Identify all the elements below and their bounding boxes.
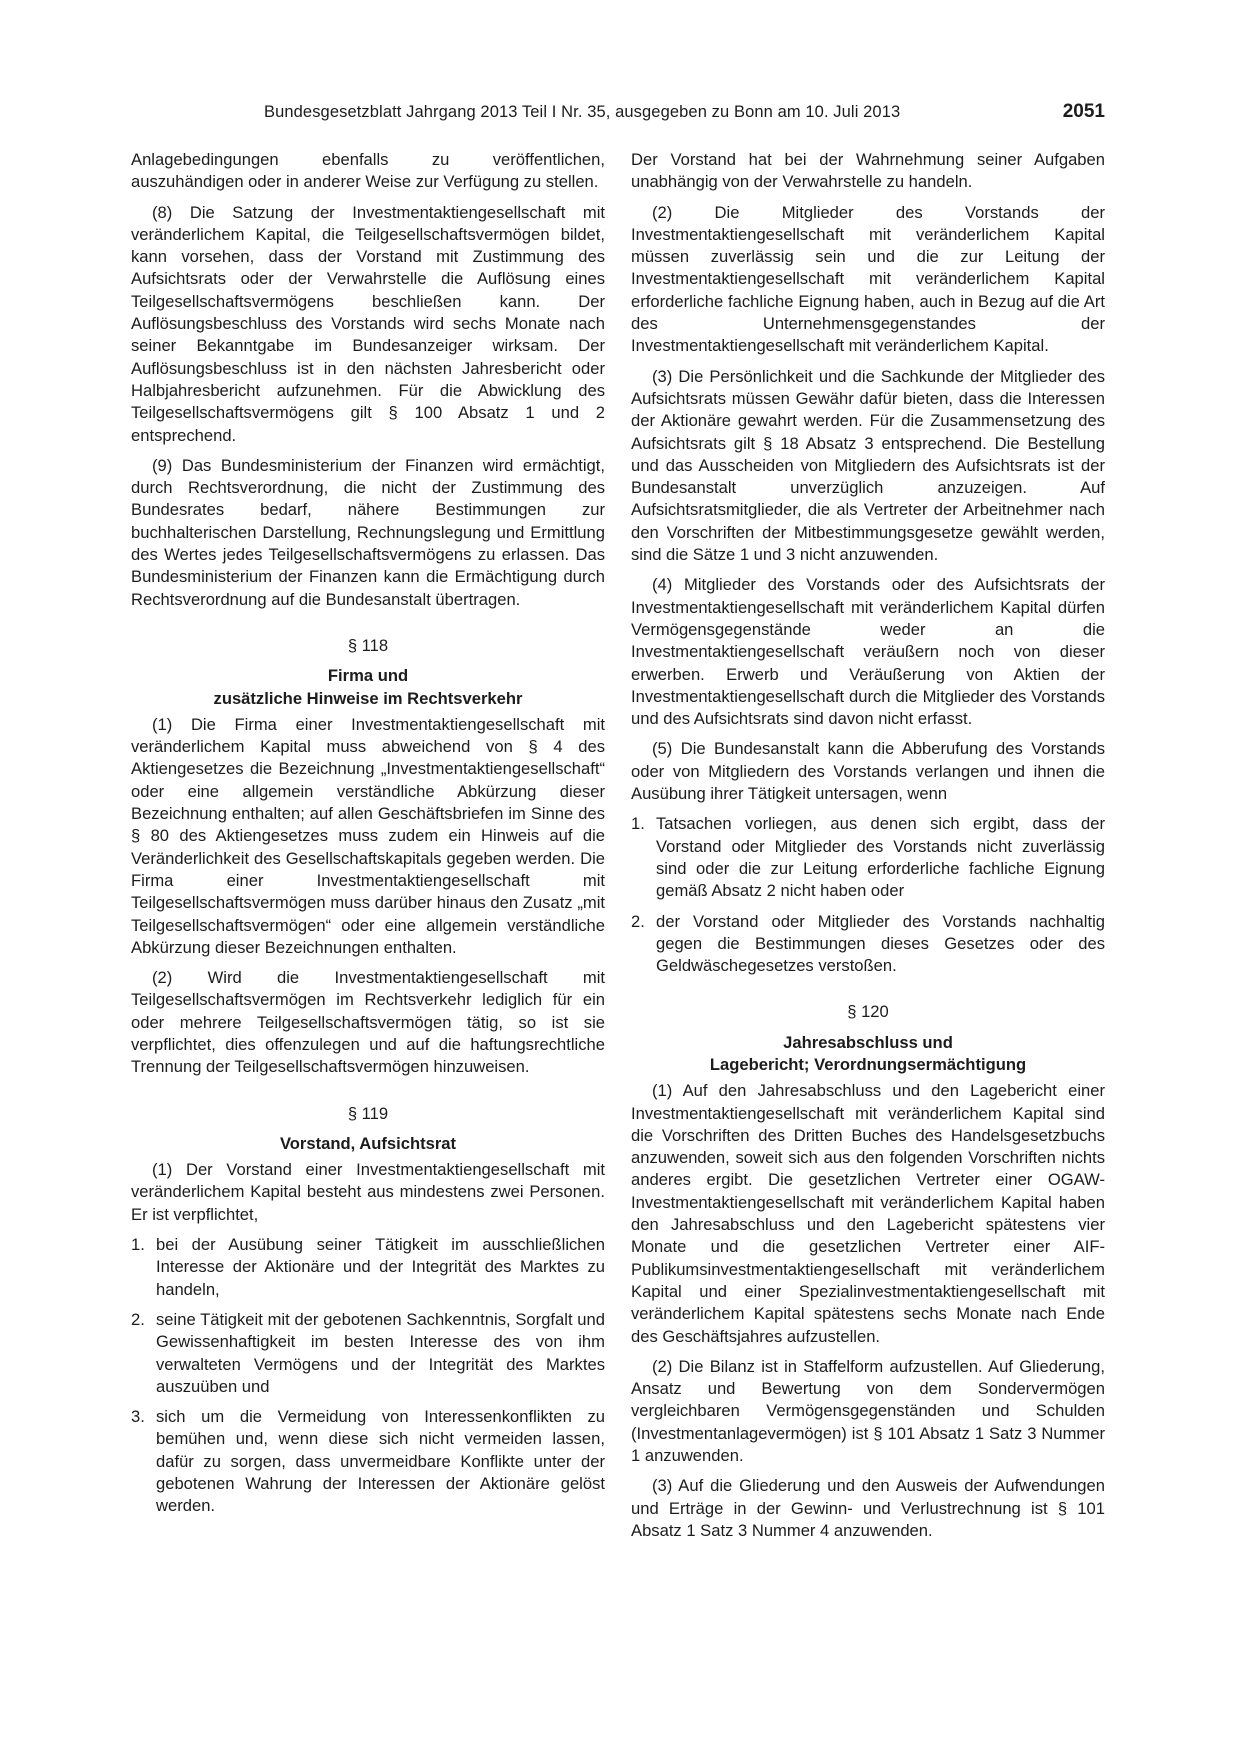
list-item-text: sich um die Vermeidung von Interessenkonflikten zu bemühen und, wenn diese sich nicht vermeiden lassen, dafür zu sorgen, dass unvermeidbare Konflikte unter der gebotenen Wahrung der Interessen der Aktionäre gelöst werden. [156, 1407, 605, 1516]
list-item-number: 1. [631, 814, 645, 834]
list-item [631, 813, 1105, 902]
list-item-text: bei der Ausübung seiner Tätigkeit im ausschließlichen Interesse der Aktionäre und der Integrität des Marktes zu handeln, [156, 1235, 605, 1299]
paragraph-continuation: Der Vorstand hat bei der Wahrnehmung seiner Aufgaben unabhängig von der Verwahrstelle zu handeln. [631, 150, 1105, 192]
list-item [131, 1234, 605, 1301]
paragraph-4: (4) Mitglieder des Vorstands oder des Aufsichtsrats der Investmentaktiengesellschaft mit veränderlichem Kapital dürfen Vermögensgegenstände weder an die Investmentaktiengesellschaft veräußern noch von dieser erwerben. Erwerb und Veräußerung von Aktien der Investmentaktiengesellschaft durch die Mitglieder des Vorstands und des Aufsichtsrats sind davon nicht erfasst. [631, 575, 1105, 729]
paragraph-2: (2) Die Mitglieder des Vorstands der Investmentaktiengesellschaft mit veränderlichem Kapital müssen zuverlässig sein und die zur Leitung der Investmentaktiengesellschaft mit veränderlichem Kapital erforderliche fachliche Eignung haben, auch in Bezug auf die Art des Unternehmensgegenstandes der Investmentaktiengesellschaft mit veränderlichem Kapital. [631, 202, 1105, 356]
section-title-line: Jahresabschluss und [783, 1032, 953, 1052]
list-item [631, 911, 1105, 978]
paragraph-5: (5) Die Bundesanstalt kann die Abberufung des Vorstands oder von Mitgliedern des Vorstands verlangen und ihnen die Ausübung ihrer Tätigkeit untersagen, wenn [631, 739, 1105, 804]
list-item-number: 1. [131, 1235, 145, 1255]
section-120 [631, 1001, 1105, 1542]
paragraph-8: (8) Die Satzung der Investmentaktiengesellschaft mit veränderlichem Kapital, die Teilgesellschaftsvermögen bildet, kann vorsehen, dass der Vorstand mit Zustimmung des Aufsichtsrats oder der Verwahrstelle die Auflösung eines Teilgesellschaftsvermögens beschließen kann. Der Auflösungsbeschluss des Vorstands wird sechs Monate nach seiner Bekanntgabe im Bundesanzeiger wirksam. Der Auflösungsbeschluss ist in den nächsten Jahresbericht oder Halbjahresbericht aufzunehmen. Für die Abwicklung des Teilgesellschaftsvermögens gilt § 100 Absatz 1 und 2 entsprechend. [131, 202, 605, 445]
left-column [131, 149, 605, 1526]
right-column [631, 149, 1105, 1550]
section-number: § 120 [847, 1002, 889, 1022]
paragraph-1: (1) Die Firma einer Investmentaktiengesellschaft mit veränderlichem Kapital muss abweichend von § 4 des Aktiengesetzes die Bezeichnung „Investmentaktiengesellschaft“ oder eine allgemein verständliche Abkürzung dieser Bezeichnung enthalten; auf allen Geschäftsbriefen im Sinne des § 80 des Aktiengesetzes muss zudem ein Hinweis auf die Veränderlichkeit des Gesellschaftskapitals gegeben werden. Die Firma einer Investmentaktiengesellschaft mit Teilgesellschaftsvermögen muss darüber hinaus den Zusatz „mit Teilgesellschaftsvermögen“ oder eine allgemein verständliche Abkürzung dieser Bezeichnungen enthalten. [131, 714, 605, 957]
paragraph-2: (2) Wird die Investmentaktiengesellschaft mit Teilgesellschaftsvermögen im Rechtsverkehr lediglich für ein oder mehrere Teilgesellschaftsvermögen tätig, so ist sie verpflichtet, dies offenzulegen und auf die haftungsrechtliche Trennung der Teilgesellschaftsvermögen hinzuweisen. [131, 968, 605, 1077]
paragraph-3: (3) Auf die Gliederung und den Ausweis der Aufwendungen und Erträge in der Gewinn- und Verlustrechnung ist § 101 Absatz 1 Satz 3 Nummer 4 anzuwenden. [631, 1476, 1105, 1540]
gazette-title: Bundesgesetzblatt Jahrgang 2013 Teil I Nr. 35, ausgegeben zu Bonn am 10. Juli 2013 [264, 103, 901, 121]
paragraph-1: (1) Auf den Jahresabschluss und den Lagebericht einer Investmentaktiengesellschaft mit veränderlichem Kapital sind die Vorschriften des Dritten Buches des Handelsgesetzbuchs anzuwenden, soweit sich aus den folgenden Vorschriften nichts anderes ergibt. Die gesetzlichen Vertreter einer OGAW-Investmentaktiengesellschaft mit veränderlichem Kapital haben den Jahresabschluss und den Lagebericht spätestens vier Monate und die gesetzlichen Vertreter einer AIF-Publikumsinvestmentaktiengesellschaft mit veränderlichem Kapital und einer Spezialinvestmentaktiengesellschaft mit veränderlichem Kapital spätestens sechs Monate nach Ende des Geschäftsjahres aufzustellen. [631, 1081, 1105, 1346]
section-title-line: Lagebericht; Verordnungsermächtigung [709, 1054, 1027, 1074]
section-title-line: zusätzliche Hinweise im Rechtsverkehr [213, 688, 523, 708]
paragraph-continuation: Anlagebedingungen ebenfalls zu veröffentlichen, auszuhändigen oder in anderer Weise zur Verfügung zu stellen. [131, 150, 605, 192]
paragraph-3: (3) Die Persönlichkeit und die Sachkunde der Mitglieder des Aufsichtsrats müssen Gewähr dafür bieten, dass die Interessen der Aktionäre gewahrt werden. Für die Zusammensetzung des Aufsichtsrats gilt § 18 Absatz 3 entsprechend. Die Bestellung und das Ausscheiden von Mitgliedern des Aufsichtsrats ist der Bundesanstalt unverzüglich anzuzeigen. Auf Aufsichtsratsmitglieder, die als Vertreter der Arbeitnehmer nach den Vorschriften der Mitbestimmungsgesetze gewählt werden, sind die Sätze 1 und 3 nicht anzuwenden. [631, 366, 1105, 565]
list-item-text: Tatsachen vorliegen, aus denen sich ergibt, dass der Vorstand oder Mitglieder des Vorstands nicht zuverlässig sind oder die zur Leitung erforderliche fachliche Eignung gemäß Absatz 2 nicht haben oder [656, 814, 1105, 901]
list-item-number: 2. [131, 1309, 145, 1329]
list-item-number: 2. [631, 911, 645, 931]
section-119 [131, 1103, 605, 1518]
list-item-text: der Vorstand oder Mitglieder des Vorstands nachhaltig gegen die Bestimmungen dieses Gesetzes oder des Geldwäschegesetzes verstoßen. [656, 911, 1105, 976]
list-item [131, 1309, 605, 1398]
section-title [631, 1032, 1105, 1077]
section-title: Vorstand, Aufsichtsrat [279, 1133, 457, 1153]
section-title-line: Firma und [327, 666, 409, 686]
paragraph-9: (9) Das Bundesministerium der Finanzen wird ermächtigt, durch Rechtsverordnung, die nicht der Zustimmung des Bundesrates bedarf, nähere Bestimmungen zur buchhalterischen Darstellung, Rechnungslegung und Ermittlung des Wertes jedes Teilgesellschaftsvermögens zu erlassen. Das Bundesministerium der Finanzen kann die Ermächtigung durch Rechtsverordnung auf die Bundesanstalt übertragen. [131, 455, 605, 609]
section-118 [131, 635, 605, 1079]
section-number: § 118 [347, 635, 389, 655]
list-item [131, 1406, 605, 1517]
paragraph-1: (1) Der Vorstand einer Investmentaktiengesellschaft mit veränderlichem Kapital besteht aus mindestens zwei Personen. Er ist verpflichtet, [131, 1160, 605, 1224]
paragraph-2: (2) Die Bilanz ist in Staffelform aufzustellen. Auf Gliederung, Ansatz und Bewertung von dem Sondervermögen vergleichbaren Vermögensgegenständen und Schulden (Investmentanlagevermögen) ist § 101 Absatz 1 Satz 3 Nummer 1 anzuwenden. [631, 1356, 1105, 1466]
section-number: § 119 [347, 1103, 389, 1123]
page-number: 2051 [1062, 101, 1105, 122]
page-header [131, 101, 1105, 125]
section-title [131, 665, 605, 710]
list-item-text: seine Tätigkeit mit der gebotenen Sachkenntnis, Sorgfalt und Gewissenhaftigkeit im besten Interesse des von ihm verwalteten Vermögens und der Integrität des Marktes auszuüben und [156, 1309, 605, 1396]
list-item-number: 3. [131, 1407, 145, 1427]
